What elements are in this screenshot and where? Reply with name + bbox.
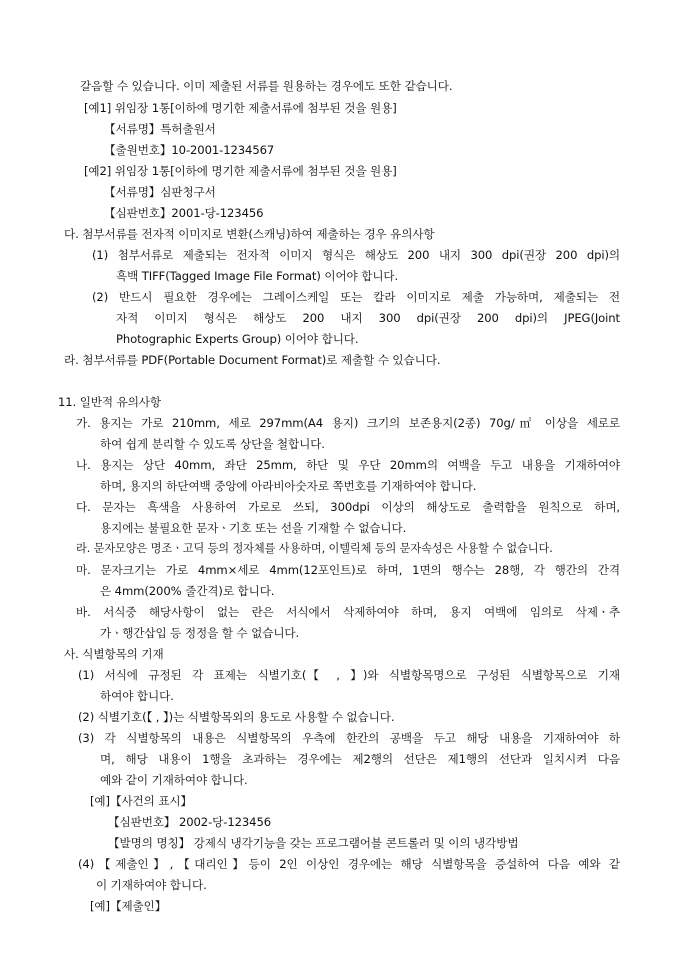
section-item: 다. 첨부서류를 전자적 이미지로 변환(스캐닝)하여 제출하는 경우 유의사항 [64,227,435,241]
text-line: 예와 같이 기재하여야 합니다. [100,773,248,787]
text-line: (3) 각 식별항목의 내용은 식별항목의 우측에 한칸의 공백을 두고 해당 내용을 기재하여야 하 [78,731,620,745]
text-line: 하여야 합니다. [100,689,174,703]
text-line: 자적 이미지 형식은 해상도 200 내지 300 dpi(권장 200 dpi)의 JPEG(Joint [116,311,620,325]
text-line: 【심판번호】2001-당-123456 [104,206,264,220]
text-line: Photographic Experts Group) 이어야 합니다. [116,332,359,346]
text-line: (2) 반드시 필요한 경우에는 그레이스케일 또는 칼라 이미지로 제출 가능하며, 제출되는 전 [92,290,620,304]
text-line: 흑백 TIFF(Tagged Image File Format) 이어야 합니다. [116,269,399,283]
example-heading: [예2] 위임장 1통[이하에 명기한 제출서류에 첨부된 것을 원용] [84,164,397,178]
text-line: 【출원번호】10-2001-1234567 [104,143,275,157]
text-line: 하며, 용지의 하단여백 중앙에 아라비아숫자로 쪽번호를 기재하여야 합니다. [100,479,477,493]
example-heading: [예]【사건의 표시】 [90,794,193,808]
text-line: 은 4mm(200% 줄간격)로 합니다. [100,584,275,598]
text-line: 며, 해당 내용이 1행을 초과하는 경우에는 제2행의 선단은 제1행의 선단과 일치시켜 다음 [100,752,620,766]
text-line: (4)【제출인】,【대리인】등이 2인 이상인 경우에는 해당 식별항목을 증설하여 다음 예와 같 [78,857,620,871]
text-line: 용지에는 불필요한 문자ㆍ기호 또는 선을 기재할 수 없습니다. [100,521,407,535]
section-item: 라. 첨부서류를 PDF(Portable Document Format)로 제출할 수 있습니다. [64,353,441,367]
section-item: 바. 서식중 해당사항이 없는 란은 서식에서 삭제하여야 하며, 용지 여백에 임의로 삭제ㆍ추 [76,605,620,619]
section-item: 가. 용지는 가로 210mm, 세로 297mm(A4 용지) 크기의 보존용지(2종) 70g/㎡ 이상을 세로로 [76,416,620,430]
text-line: 【서류명】특허출원서 [104,122,216,136]
text-line: 【서류명】심판청구서 [104,185,216,199]
text-line: 가ㆍ행간삽입 등 정정을 할 수 없습니다. [100,626,300,640]
example-heading: [예1] 위임장 1통[이하에 명기한 제출서류에 첨부된 것을 원용] [84,101,397,115]
section-item: 나. 용지는 상단 40mm, 좌단 25mm, 하단 및 우단 20mm의 여백을 두고 내용을 기재하여야 [76,458,620,472]
text-line: (1) 첨부서류로 제출되는 전자적 이미지 형식은 해상도 200 내지 300 dpi(권장 200 dpi)의 [92,248,620,262]
text-line: 이 기재하여야 합니다. [96,878,207,892]
text-line: (1) 서식에 규정된 각 표제는 식별기호(【 , 】)와 식별항목명으로 구성된 식별항목으로 기재 [78,668,620,682]
section-item: 마. 문자크기는 가로 4mm×세로 4mm(12포인트)로 하며, 1면의 행수는 28행, 각 행간의 간격 [76,563,620,577]
text-line: (2) 식별기호(【 , 】)는 식별항목외의 용도로 사용할 수 없습니다. [78,710,395,724]
section-heading: 11. 일반적 유의사항 [58,395,162,409]
section-item: 라. 문자모양은 명조ㆍ고딕 등의 정자체를 사용하며, 이텔릭체 등의 문자속성은 사용할 수 없습니다. [76,542,553,555]
text-line: 【심판번호】 2002-당-123456 [108,815,272,829]
text-line: 갈음할 수 있습니다. 이미 제출된 서류를 원용하는 경우에도 또한 같습니다. [80,79,453,93]
example-heading: [예]【제출인】 [90,899,167,913]
section-item: 사. 식별항목의 기재 [64,647,164,661]
section-item: 다. 문자는 흑색을 사용하여 가로로 쓰되, 300dpi 이상의 해상도로 출력함을 원칙으로 하며, [76,500,620,514]
text-line: 【발명의 명칭】 강제식 냉각기능을 갖는 프로그램어블 콘트롤러 및 이의 냉각방법 [108,836,519,850]
text-line: 하여 쉽게 분리할 수 있도록 상단을 철합니다. [100,437,325,451]
